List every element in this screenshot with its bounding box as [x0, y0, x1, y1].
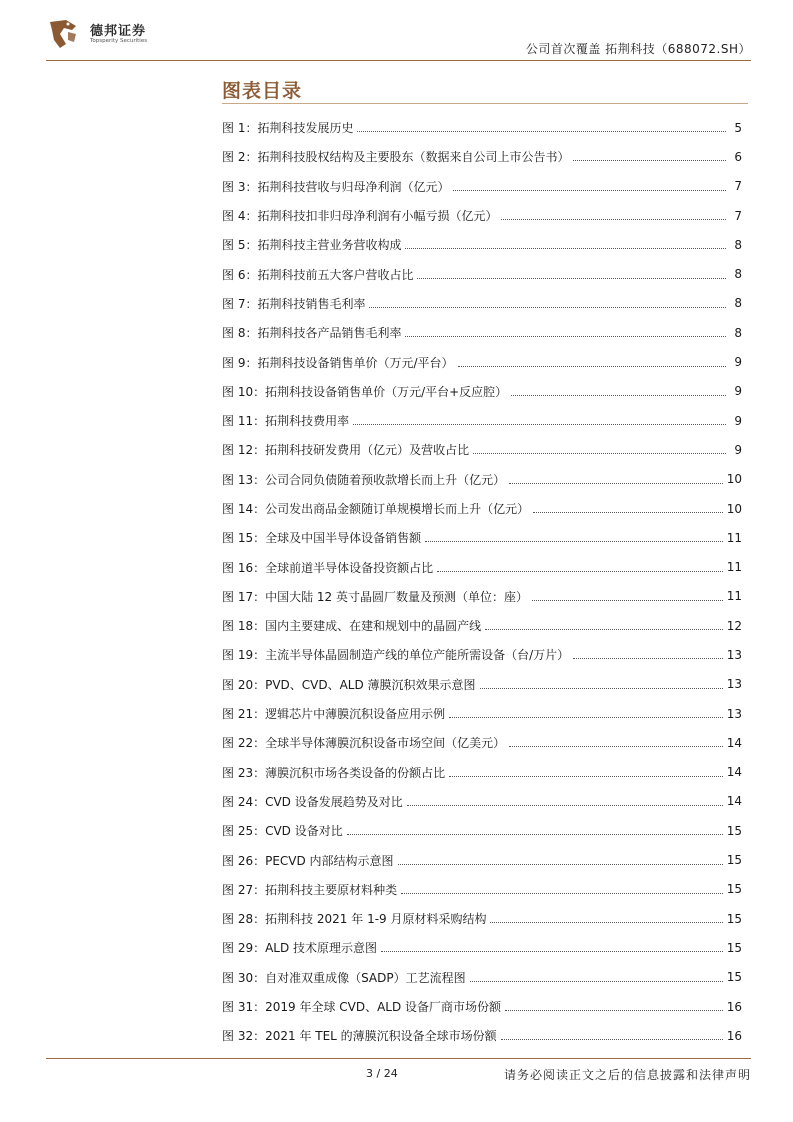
- toc-entry-label[interactable]: 图 4：拓荆科技扣非归母净利润有小幅亏损（亿元）: [222, 209, 498, 224]
- toc-entry[interactable]: [222, 933, 742, 962]
- toc-entry-page[interactable]: 8: [734, 325, 742, 340]
- toc-dot-leader: [357, 131, 726, 132]
- toc-entry-label[interactable]: 图 18：国内主要建成、在建和规划中的晶圆产线: [222, 619, 482, 634]
- toc-dot-leader: [501, 219, 726, 220]
- page-footer: [46, 1062, 751, 1082]
- toc-entry-page[interactable]: 11: [726, 560, 742, 575]
- toc-entry[interactable]: [222, 406, 742, 435]
- toc-entry-page[interactable]: 9: [734, 355, 742, 370]
- toc-entry-page[interactable]: 13: [726, 647, 742, 662]
- toc-dot-leader: [505, 1010, 723, 1011]
- toc-entry-label[interactable]: 图 14：公司发出商品金额随订单规模增长而上升（亿元）: [222, 502, 530, 516]
- toc-dot-leader: [347, 834, 723, 835]
- toc-entry-label[interactable]: 图 11：拓荆科技费用率: [222, 414, 350, 429]
- toc-dot-leader: [353, 424, 726, 425]
- toc-entry-page[interactable]: 15: [726, 911, 742, 926]
- toc-entry-page[interactable]: 14: [726, 765, 742, 780]
- toc-dot-leader: [485, 629, 723, 630]
- toc-entry[interactable]: [222, 992, 742, 1021]
- page-title: 图表目录: [222, 80, 303, 102]
- toc-dot-leader: [369, 307, 726, 308]
- toc-entry-page[interactable]: 6: [734, 149, 742, 164]
- toc-entry[interactable]: [222, 816, 742, 845]
- toc-entry-label[interactable]: 图 32：2021 年 TEL 的薄膜沉积设备全球市场份额: [222, 1029, 497, 1044]
- toc-entry-label[interactable]: 图 27：拓荆科技主要原材料种类: [222, 882, 398, 897]
- toc-entry-label[interactable]: 图 30：自对准双重成像（SADP）工艺流程图: [222, 970, 466, 985]
- toc-entry-page[interactable]: 9: [734, 442, 742, 457]
- toc-entry-label[interactable]: 图 3：拓荆科技营收与归母净利润（亿元）: [222, 179, 450, 194]
- page-number: 3 / 24: [366, 1067, 398, 1080]
- toc-entry[interactable]: [222, 289, 742, 318]
- toc-dot-leader: [449, 717, 723, 718]
- toc-entry-page[interactable]: 14: [726, 794, 742, 809]
- toc-entry-page[interactable]: 8: [734, 267, 742, 282]
- toc-entry[interactable]: [222, 611, 742, 640]
- toc-entry-page[interactable]: 11: [726, 530, 742, 545]
- toc-entry-label[interactable]: 图 31：2019 年全球 CVD、ALD 设备厂商市场份额: [222, 1000, 502, 1015]
- toc-entry[interactable]: [222, 318, 742, 347]
- toc-entry[interactable]: [222, 845, 742, 874]
- toc-dot-leader: [573, 658, 723, 659]
- toc-dot-leader: [458, 366, 727, 367]
- toc-entry-page[interactable]: 8: [734, 296, 742, 311]
- toc-entry-page[interactable]: 7: [734, 208, 742, 223]
- report-info: 公司首次覆盖 拓荆科技（688072.SH）: [525, 42, 751, 56]
- toc-entry[interactable]: [222, 875, 742, 904]
- toc-entry-label[interactable]: 图 29：ALD 技术原理示意图: [222, 941, 378, 956]
- toc-entry-page[interactable]: 14: [726, 735, 742, 750]
- toc-entry[interactable]: [222, 582, 742, 611]
- toc-entry-page[interactable]: 9: [734, 413, 742, 428]
- toc-entry[interactable]: [222, 787, 742, 816]
- toc-entry[interactable]: [222, 435, 742, 464]
- page-header: [46, 14, 751, 60]
- toc-dot-leader: [473, 453, 726, 454]
- toc-dot-leader: [401, 893, 723, 894]
- toc-entry-label[interactable]: 图 24：CVD 设备发展趋势及对比: [222, 794, 403, 809]
- toc-entry-label[interactable]: 图 5：拓荆科技主营业务营收构成: [222, 238, 402, 253]
- toc-entry-label[interactable]: 图 2：拓荆科技股权结构及主要股东（数据来自公司上市公告书）: [222, 150, 570, 165]
- toc-entry[interactable]: [222, 201, 742, 230]
- toc-entry-label[interactable]: 图 7：拓荆科技销售毛利率: [222, 296, 366, 311]
- toc-entry[interactable]: [222, 640, 742, 669]
- toc-dot-leader: [509, 746, 723, 747]
- toc-entry-label[interactable]: 图 9：拓荆科技设备销售单价（万元/平台）: [222, 355, 454, 370]
- toc-entry-label[interactable]: 图 13：公司合同负债随着预收款增长而上升（亿元）: [222, 472, 506, 487]
- toc-dot-leader: [407, 805, 723, 806]
- toc-entry-label[interactable]: 图 23：薄膜沉积市场各类设备的份额占比: [222, 765, 446, 780]
- toc-entry[interactable]: [222, 904, 742, 933]
- toc-entry-page[interactable]: 13: [726, 706, 742, 721]
- toc-entry[interactable]: [222, 552, 742, 581]
- toc-entry-label[interactable]: 图 28：拓荆科技 2021 年 1-9 月原材料采购结构: [222, 912, 487, 927]
- toc-entry-page[interactable]: 16: [726, 999, 742, 1014]
- toc-entry-page[interactable]: 15: [726, 882, 742, 897]
- toc-entry-page[interactable]: 7: [734, 179, 742, 194]
- toc-entry[interactable]: [222, 1021, 742, 1050]
- footer-divider: [46, 1058, 751, 1059]
- toc-entry-label[interactable]: 图 16：全球前道半导体设备投资额占比: [222, 560, 434, 575]
- logo-text-cn: 德邦证券: [90, 24, 147, 39]
- toc-dot-leader: [480, 688, 723, 689]
- toc-dot-leader: [501, 1039, 723, 1040]
- toc-entry-label[interactable]: 图 12：拓荆科技研发费用（亿元）及营收占比: [222, 443, 470, 458]
- toc-entry[interactable]: [222, 699, 742, 728]
- toc-entry[interactable]: [222, 172, 742, 201]
- toc-entry[interactable]: [222, 523, 742, 552]
- toc-dot-leader: [490, 922, 722, 923]
- toc-entry[interactable]: [222, 113, 742, 142]
- toc-dot-leader: [437, 571, 723, 572]
- toc-entry-page[interactable]: 5: [734, 120, 742, 135]
- company-logo-icon: [46, 16, 82, 52]
- header-divider: [46, 60, 751, 61]
- toc-entry-page[interactable]: 15: [726, 940, 742, 955]
- toc-entry-label[interactable]: 图 20：PVD、CVD、ALD 薄膜沉积效果示意图: [222, 677, 476, 692]
- toc-entry-page[interactable]: 10: [726, 501, 742, 516]
- toc-dot-leader: [453, 190, 726, 191]
- toc-entry-page[interactable]: 15: [726, 970, 742, 985]
- toc-dot-leader: [509, 483, 723, 484]
- toc-dot-leader: [381, 951, 723, 952]
- toc-dot-leader: [511, 395, 726, 396]
- toc-entry-page[interactable]: 8: [734, 237, 742, 252]
- toc-entry[interactable]: [222, 494, 742, 523]
- toc-entry-page[interactable]: 15: [726, 823, 742, 838]
- toc-entry-label[interactable]: 图 1：拓荆科技发展历史: [222, 121, 354, 136]
- toc-entry-page[interactable]: 11: [726, 589, 742, 604]
- legal-disclaimer: 请务必阅读正文之后的信息披露和法律声明: [503, 1068, 751, 1082]
- toc-entry[interactable]: [222, 963, 742, 992]
- toc-entry-label[interactable]: 图 19：主流半导体晶圆制造产线的单位产能所需设备（台/万片）: [222, 648, 570, 663]
- toc-dot-leader: [573, 160, 726, 161]
- toc-entry-label[interactable]: 图 25：CVD 设备对比: [222, 824, 343, 839]
- toc-entry-label[interactable]: 图 22：全球半导体薄膜沉积设备市场空间（亿美元）: [222, 736, 506, 751]
- toc-dot-leader: [405, 336, 726, 337]
- toc-entry[interactable]: [222, 728, 742, 757]
- toc-dot-leader: [425, 541, 723, 542]
- toc-entry-page[interactable]: 9: [734, 384, 742, 399]
- toc-entry[interactable]: [222, 230, 742, 259]
- toc-entry[interactable]: [222, 377, 742, 406]
- toc-entry-label[interactable]: 图 6：拓荆科技前五大客户营收占比: [222, 267, 414, 282]
- toc-entry-label[interactable]: 图 26：PECVD 内部结构示意图: [222, 853, 394, 868]
- toc-entry-page[interactable]: 15: [726, 853, 742, 868]
- toc-entry-page[interactable]: 12: [726, 618, 742, 633]
- toc-entry-page[interactable]: 13: [726, 677, 742, 692]
- toc-entry-page[interactable]: 16: [726, 1028, 742, 1043]
- toc-dot-leader: [449, 776, 723, 777]
- toc-dot-leader: [417, 278, 726, 279]
- table-of-figures: [222, 113, 742, 1051]
- toc-entry-label[interactable]: 图 8：拓荆科技各产品销售毛利率: [222, 326, 402, 341]
- toc-entry[interactable]: [222, 465, 742, 494]
- toc-entry-label[interactable]: 图 17：中国大陆 12 英寸晶圆厂数量及预测（单位：座）: [222, 589, 528, 604]
- toc-entry-label[interactable]: 图 15：全球及中国半导体设备销售额: [222, 531, 422, 546]
- toc-entry-label[interactable]: 图 10：拓荆科技设备销售单价（万元/平台+反应腔）: [222, 384, 508, 399]
- toc-entry[interactable]: [222, 259, 742, 288]
- toc-entry[interactable]: [222, 347, 742, 376]
- toc-dot-leader: [398, 864, 723, 865]
- toc-dot-leader: [470, 981, 723, 982]
- title-divider: [222, 103, 748, 104]
- toc-entry-label[interactable]: 图 21：逻辑芯片中薄膜沉积设备应用示例: [222, 707, 446, 722]
- toc-entry[interactable]: [222, 758, 742, 787]
- toc-entry-page[interactable]: 10: [726, 472, 742, 487]
- toc-dot-leader: [533, 512, 723, 513]
- toc-dot-leader: [532, 600, 723, 601]
- toc-dot-leader: [405, 248, 726, 249]
- logo-text-en: Topsperity Securities: [90, 38, 148, 44]
- toc-entry[interactable]: [222, 142, 742, 171]
- toc-entry[interactable]: [222, 670, 742, 699]
